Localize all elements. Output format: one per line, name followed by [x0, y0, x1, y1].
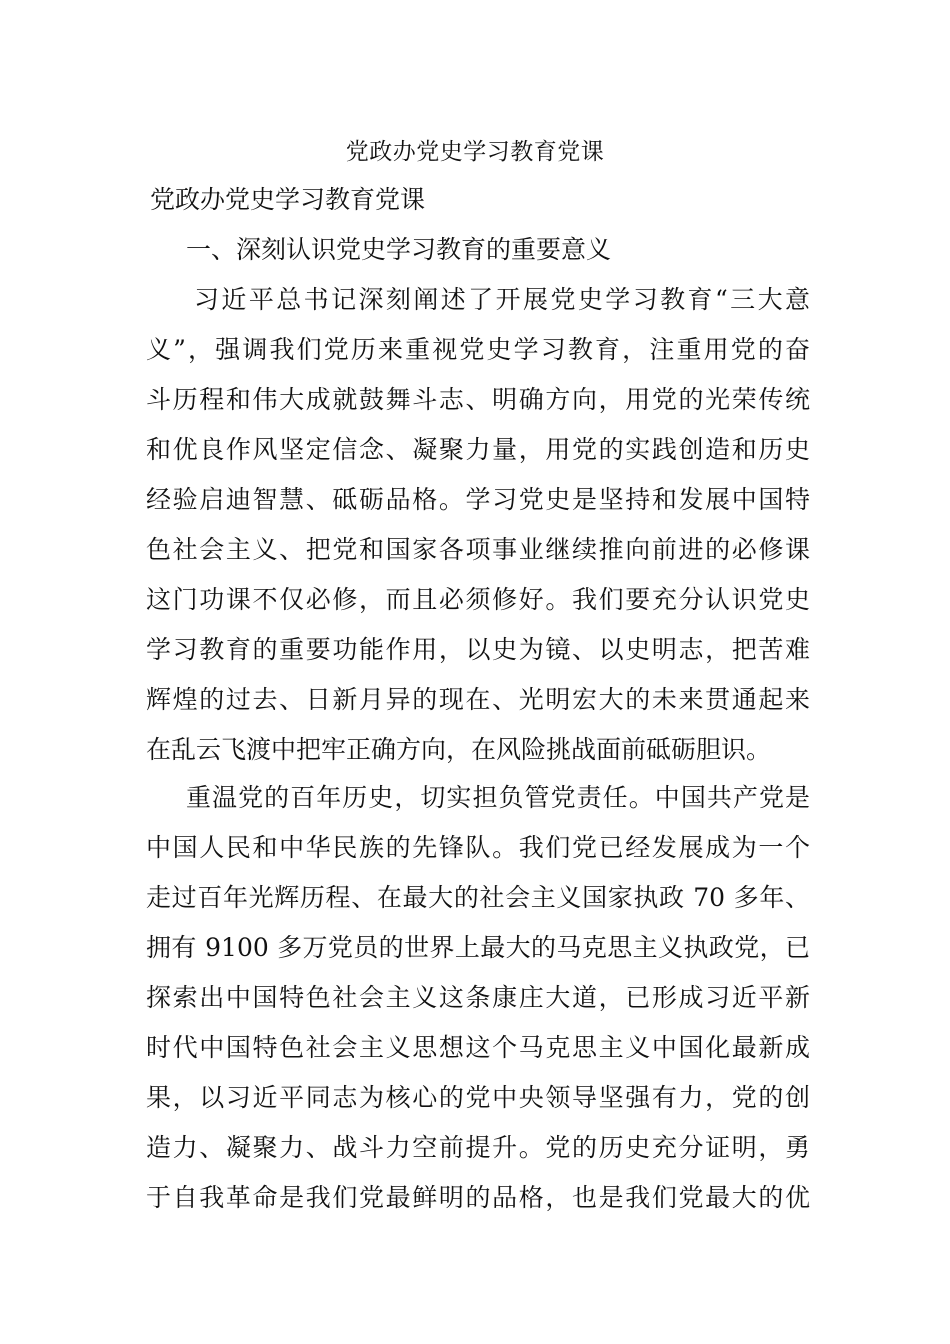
- paragraph-line: 习近平总书记深刻阐述了开展党史学习教育“三大意: [194, 285, 810, 314]
- paragraph-line: 探索出中国特色社会主义这条康庄大道，已形成习近平新: [146, 983, 810, 1012]
- paragraph-line: 辉煌的过去、日新月异的现在、光明宏大的未来贯通起来: [146, 685, 810, 714]
- section-heading: 一、深刻认识党史学习教育的重要意义: [186, 235, 612, 264]
- paragraph-line: 拥有 9100 多万党员的世界上最大的马克思主义执政党，已: [146, 933, 810, 962]
- paragraph-line: 和优良作风坚定信念、凝聚力量，用党的实践创造和历史: [146, 435, 810, 464]
- paragraph-line: 果，以习近平同志为核心的党中央领导坚强有力，党的创: [146, 1083, 810, 1112]
- paragraph-line: 重温党的百年历史，切实担负管党责任。中国共产党是: [186, 783, 810, 812]
- paragraph-line: 经验启迪智慧、砥砺品格。学习党史是坚持和发展中国特: [146, 485, 810, 514]
- paragraph-2: [146, 773, 810, 1223]
- paragraph-line: 时代中国特色社会主义思想这个马克思主义中国化最新成: [146, 1033, 810, 1062]
- document-subtitle: 党政办党史学习教育党课: [150, 185, 426, 214]
- paragraph-1: [146, 275, 810, 775]
- document-title: 党政办党史学习教育党课: [345, 139, 605, 165]
- paragraph-line: 于自我革命是我们党最鲜明的品格，也是我们党最大的优: [146, 1183, 810, 1212]
- paragraph-line: 走过百年光辉历程、在最大的社会主义国家执政 70 多年、: [146, 883, 810, 912]
- paragraph-line: 这门功课不仅必修，而且必须修好。我们要充分认识党史: [146, 585, 810, 614]
- paragraph-line: 学习教育的重要功能作用，以史为镜、以史明志，把苦难: [146, 635, 810, 664]
- paragraph-line: 色社会主义、把党和国家各项事业继续推向前进的必修课: [146, 535, 810, 564]
- paragraph-line: 义”，强调我们党历来重视党史学习教育，注重用党的奋: [146, 335, 810, 364]
- paragraph-line: 中国人民和中华民族的先锋队。我们党已经发展成为一个: [146, 833, 810, 862]
- paragraph-line: 斗历程和伟大成就鼓舞斗志、明确方向，用党的光荣传统: [146, 385, 810, 414]
- paragraph-line: 在乱云飞渡中把牢正确方向，在风险挑战面前砥砺胆识。: [146, 735, 772, 764]
- paragraph-line: 造力、凝聚力、战斗力空前提升。党的历史充分证明，勇: [146, 1133, 810, 1162]
